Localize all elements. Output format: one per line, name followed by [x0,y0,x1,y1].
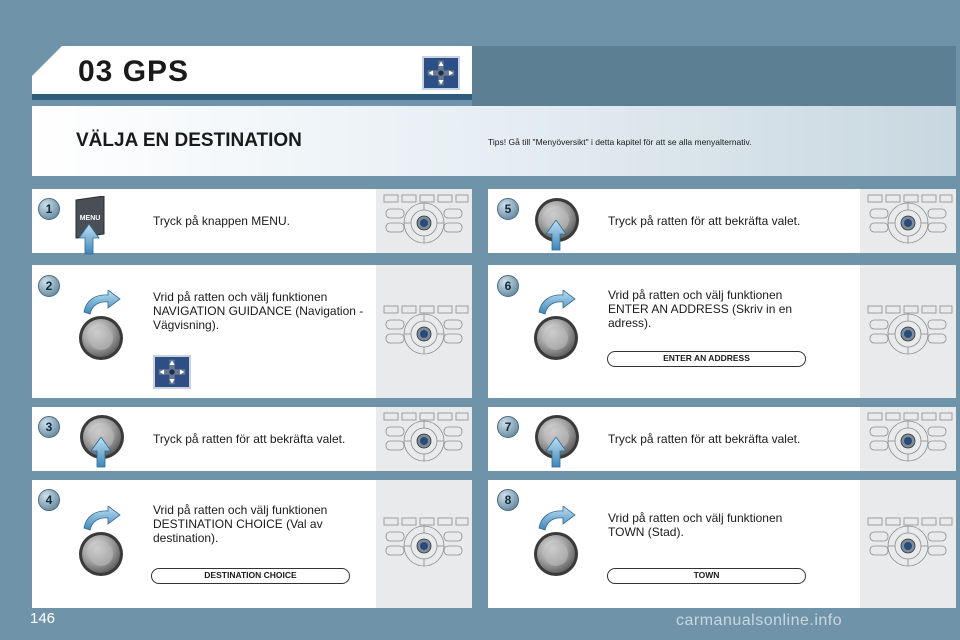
rotate-arrow-icon [82,506,122,532]
menu-button-label: MENU [79,215,101,222]
rotate-arrow-icon [82,290,122,316]
dial-knob-icon [532,314,580,362]
push-arrow-icon [91,437,113,469]
step-text: Tryck på ratten för att bekräfta valet. [608,432,801,446]
section-title: VÄLJA EN DESTINATION [76,130,302,151]
page-number: 146 [30,610,56,627]
step-number: 3 [38,416,60,438]
gps-navigation-icon [153,355,191,389]
console-illustration [376,189,472,253]
step-number: 8 [497,489,519,511]
step-text: Vrid på ratten och välj funktionen TOWN (Stad). [608,511,783,539]
step-text: Vrid på ratten och välj funktionen ENTER AN ADDRESS (Skriv in en adress). [608,288,793,330]
step-text: Tryck på ratten för att bekräfta valet. [608,214,801,228]
step-text: Tryck på ratten för att bekräfta valet. [153,432,346,446]
step-number: 4 [38,489,60,511]
step-text: Vrid på ratten och välj funktionen DESTINATION CHOICE (Val av destination). [153,503,328,545]
header-bar-right [472,46,956,106]
menu-option-pill: DESTINATION CHOICE [151,568,350,584]
step-number: 6 [497,275,519,297]
console-illustration [376,407,472,471]
menu-option-pill: ENTER AN ADDRESS [607,351,806,367]
rotate-arrow-icon [537,290,577,316]
gps-navigation-icon [422,56,460,90]
dial-knob-icon [77,530,125,578]
step-number: 1 [38,198,60,220]
step-text: Vrid på ratten och välj funktionen NAVIGATION GUIDANCE (Navigation - Vägvisning). [153,290,364,332]
push-arrow-icon [546,437,568,469]
step-text: Tryck på knappen MENU. [153,214,290,228]
console-illustration [860,189,956,253]
menu-button-illustration [72,196,106,256]
console-illustration [860,265,956,398]
console-illustration [860,480,956,608]
chapter-title: 03 GPS [78,55,190,88]
push-arrow-icon [546,220,568,252]
console-illustration [376,480,472,608]
step-number: 5 [497,198,519,220]
console-illustration [376,265,472,398]
tips-text: Tips! Gå till "Menyöversikt" i detta kapitel för att se alla menyalternativ. [488,137,752,147]
rotate-arrow-icon [537,506,577,532]
watermark: carmanualsonline.info [676,612,843,629]
console-illustration [860,407,956,471]
dial-knob-icon [77,314,125,362]
menu-option-pill: TOWN [607,568,806,584]
dial-knob-icon [532,530,580,578]
step-number: 7 [497,416,519,438]
step-number: 2 [38,275,60,297]
